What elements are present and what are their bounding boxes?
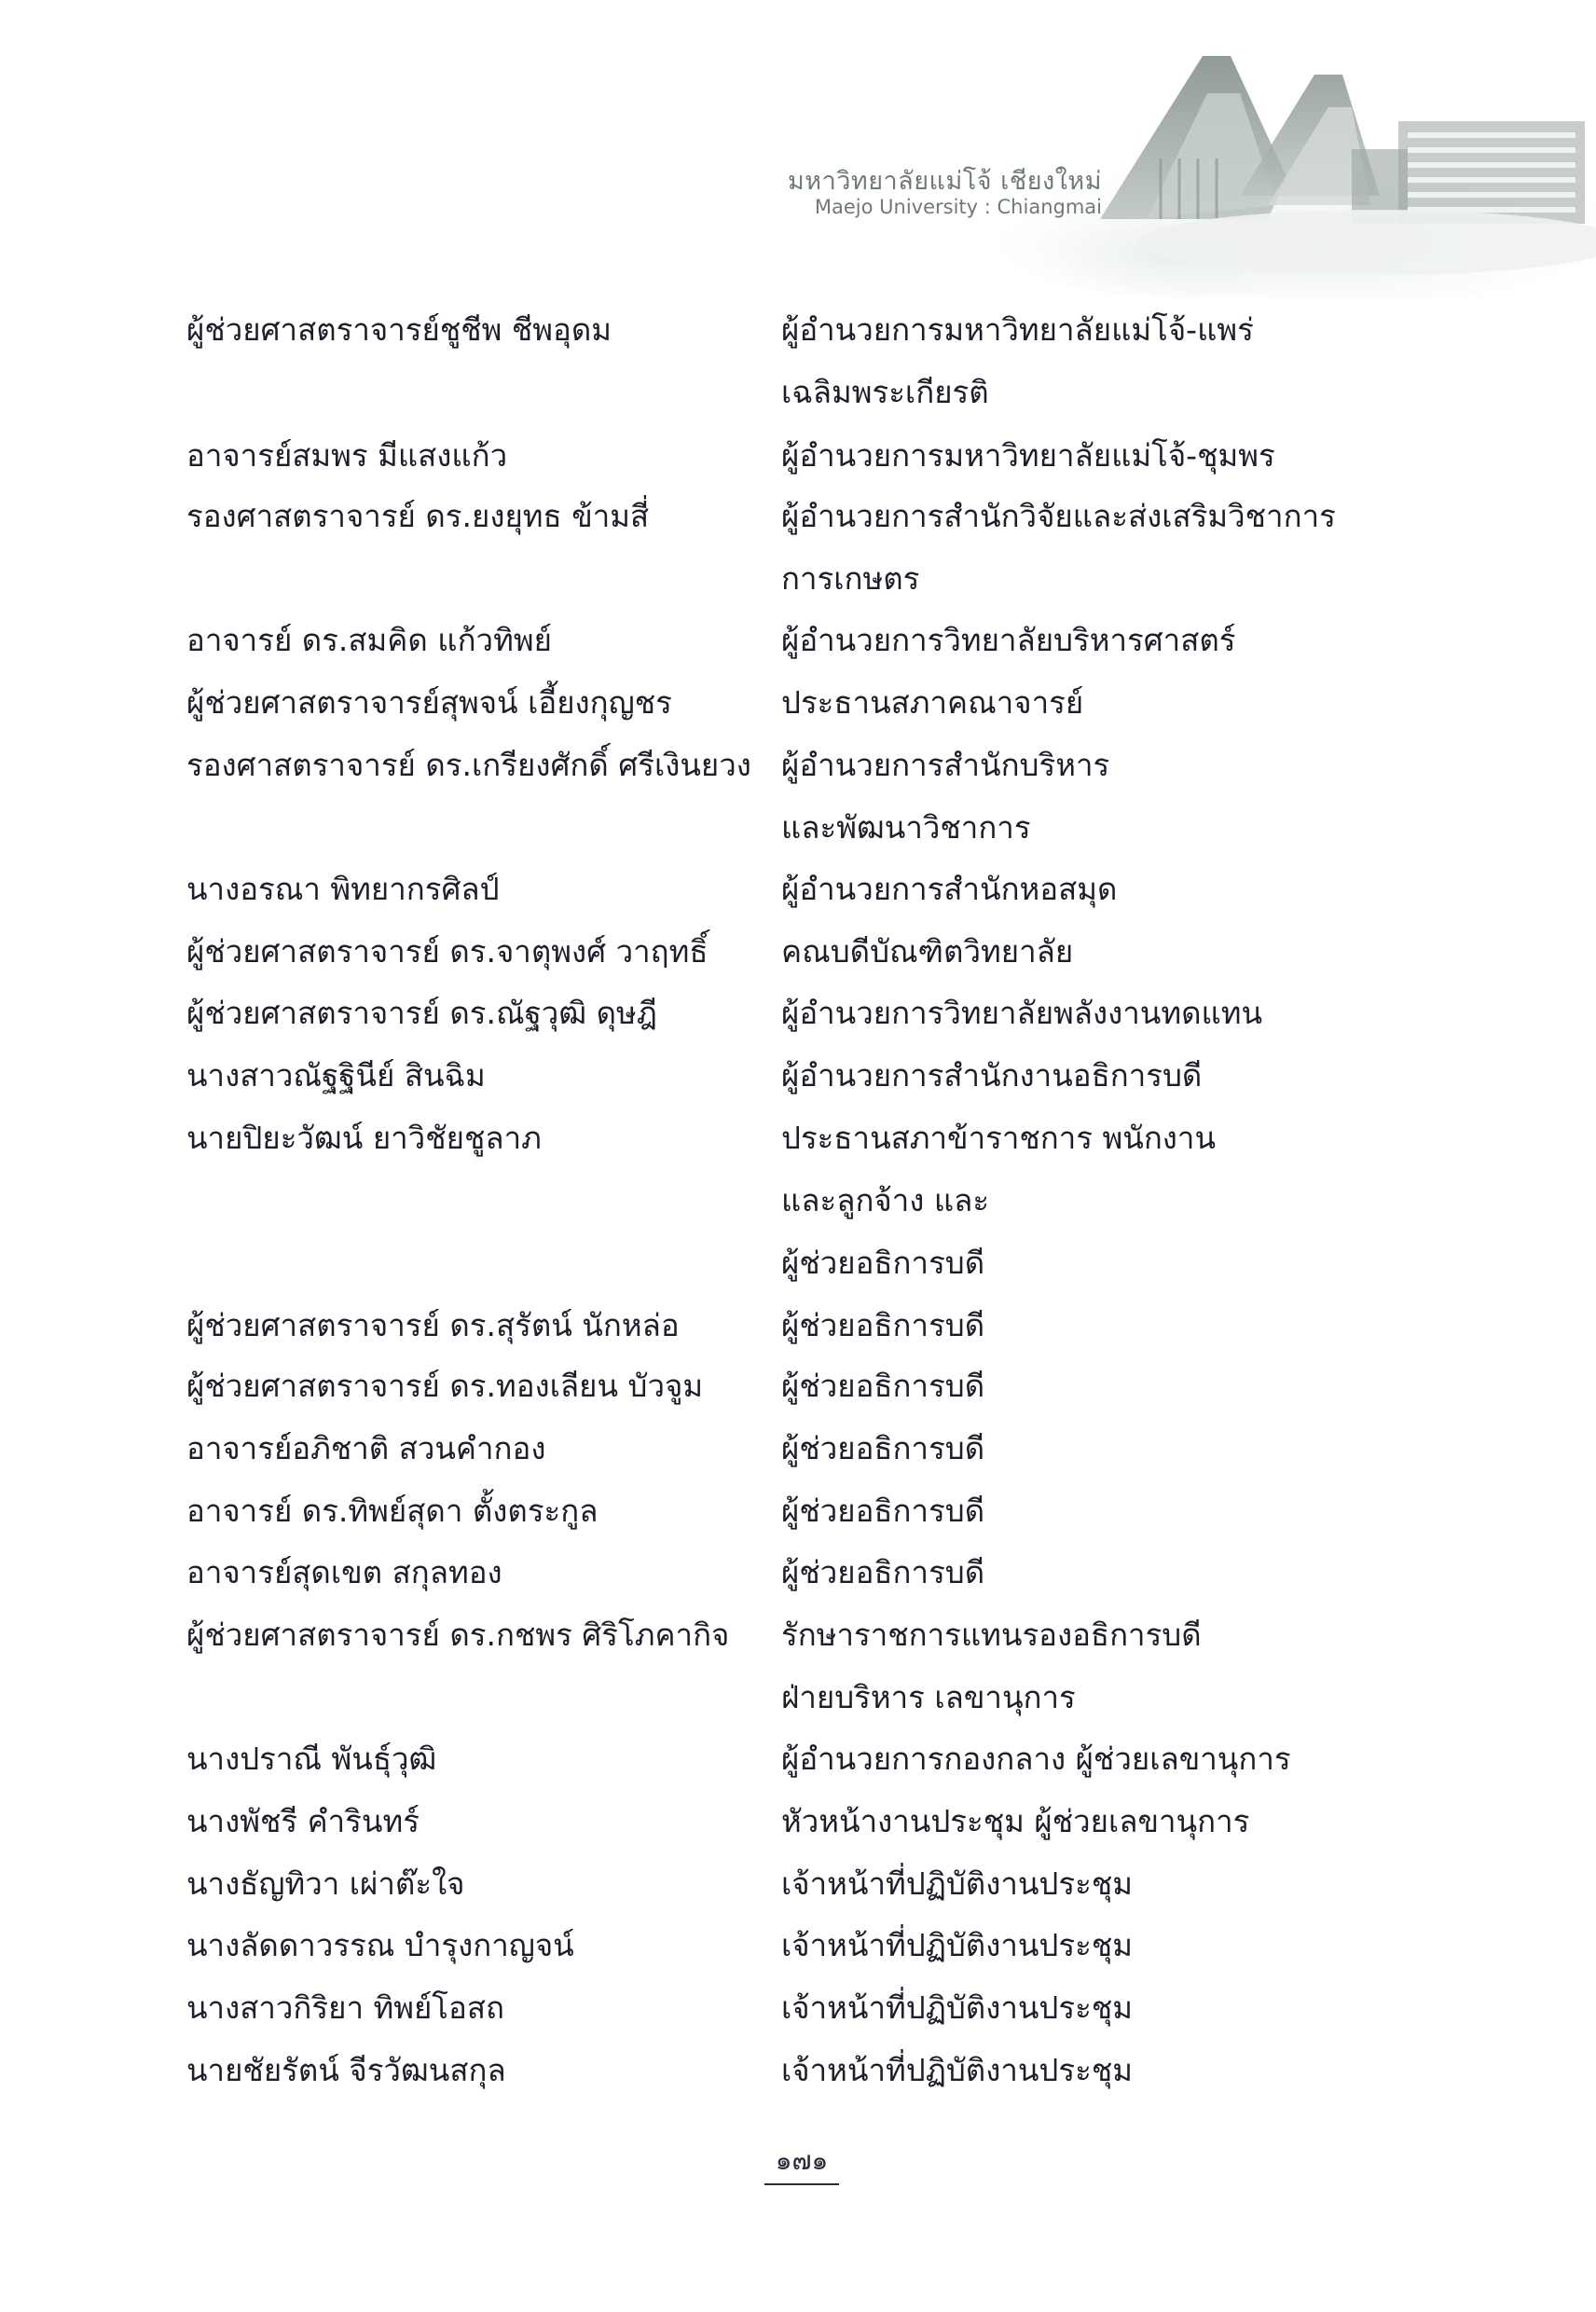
member-name: นายปิยะวัฒน์ ยาวิชัยชูลาภ <box>186 1120 542 1156</box>
role-line: ผู้อำนวยการสำนักหอสมุด <box>781 871 1118 907</box>
member-name: ผู้ช่วยศาสตราจารย์ ดร.จาตุพงศ์ วาฤทธิ์ <box>186 933 709 970</box>
member-name: นางอรณา พิทยากรศิลป์ <box>186 871 500 907</box>
role-line: ผู้อำนวยการสำนักวิจัยและส่งเสริมวิชาการ <box>781 498 1336 534</box>
role-line: ผู้ช่วยอธิการบดี <box>781 1245 985 1281</box>
member-role <box>781 1479 1546 1542</box>
role-line: เจ้าหน้าที่ปฏิบัติงานประชุม <box>781 1989 1133 2026</box>
role-line: ผู้ช่วยอธิการบดี <box>781 1430 985 1466</box>
role-line: ประธานสภาข้าราชการ พนักงาน <box>781 1120 1217 1156</box>
member-name: ผู้ช่วยศาสตราจารย์ ดร.ทองเลียน บัวจูม <box>186 1368 704 1404</box>
role-line: เจ้าหน้าที่ปฏิบัติงานประชุม <box>781 1865 1133 1902</box>
member-role <box>781 1417 1546 1479</box>
role-line: ผู้ช่วยอธิการบดี <box>781 1307 985 1343</box>
member-role <box>781 2039 1546 2101</box>
role-line: ผู้อำนวยการมหาวิทยาลัยแม่โจ้-ชุมพร <box>781 437 1275 474</box>
role-line: ผู้อำนวยการสำนักบริหาร <box>781 747 1110 783</box>
role-line: ประธานสภาคณาจารย์ <box>781 684 1084 721</box>
member-name: อาจารย์สมพร มีแสงแก้ว <box>186 437 508 474</box>
member-name: รองศาสตราจารย์ ดร.ยงยุทธ ข้ามสี่ <box>186 498 650 534</box>
member-role <box>781 920 1546 983</box>
member-name: ผู้ช่วยศาสตราจารย์ ดร.ณัฐวุฒิ ดุษฎี <box>186 995 657 1031</box>
member-name: ผู้ช่วยศาสตราจารย์ชูชีพ ชีพอุดม <box>186 311 612 348</box>
member-role <box>781 1914 1546 1976</box>
role-line: รักษาราชการแทนรองอธิการบดี <box>781 1617 1202 1653</box>
role-line: เจ้าหน้าที่ปฏิบัติงานประชุม <box>781 2052 1133 2088</box>
member-role <box>781 485 1546 610</box>
role-line: ผู้ช่วยอธิการบดี <box>781 1368 985 1404</box>
university-name-english: Maejo University : Chiangmai <box>814 196 1102 218</box>
role-line: ผู้อำนวยการมหาวิทยาลัยแม่โจ้-แพร่ <box>781 311 1254 348</box>
member-role <box>781 1355 1546 1417</box>
role-line: การเกษตร <box>781 560 920 597</box>
role-line: ผู้อำนวยการสำนักงานอธิการบดี <box>781 1057 1203 1094</box>
member-role <box>781 1790 1546 1852</box>
member-role <box>781 1541 1546 1603</box>
member-role <box>781 1976 1546 2039</box>
member-name: นางสาวณัฐฐินีย์ สินฉิม <box>186 1057 486 1094</box>
role-line: คณบดีบัณฑิตวิทยาลัย <box>781 933 1074 970</box>
page-number: ๑๗๑ <box>764 2140 839 2185</box>
member-role <box>781 1727 1546 1790</box>
role-line: เฉลิมพระเกียรติ <box>781 374 989 410</box>
role-line: ผู้อำนวยการกองกลาง ผู้ช่วยเลขานุการ <box>781 1741 1291 1777</box>
member-name: อาจารย์ ดร.สมคิด แก้วทิพย์ <box>186 622 552 658</box>
member-role <box>781 1044 1546 1107</box>
member-role <box>781 982 1546 1044</box>
member-role <box>781 1852 1546 1915</box>
member-name: อาจารย์ ดร.ทิพย์สุดา ตั้งตระกูล <box>186 1493 598 1529</box>
member-name: นางลัดดาวรรณ บำรุงกาญจน์ <box>186 1927 574 1963</box>
member-name: นายชัยรัตน์ จีรวัฒนสกุล <box>186 2052 506 2088</box>
role-line: และลูกจ้าง และ <box>781 1182 990 1218</box>
member-role <box>781 298 1546 423</box>
university-building-illustration <box>960 19 1596 298</box>
member-name: นางพัชรี คำรินทร์ <box>186 1803 420 1839</box>
member-role <box>781 424 1546 487</box>
member-name: ผู้ช่วยศาสตราจารย์สุพจน์ เอี้ยงกุญชร <box>186 684 672 721</box>
member-role <box>781 609 1546 671</box>
role-line: ผู้อำนวยการวิทยาลัยพลังงานทดแทน <box>781 995 1263 1031</box>
member-role <box>781 734 1546 859</box>
member-name: นางสาวกิริยา ทิพย์โอสถ <box>186 1989 504 2026</box>
role-line: หัวหน้างานประชุม ผู้ช่วยเลขานุการ <box>781 1803 1250 1839</box>
member-name: อาจารย์อภิชาติ สวนคำกอง <box>186 1430 546 1466</box>
role-line: เจ้าหน้าที่ปฏิบัติงานประชุม <box>781 1927 1133 1963</box>
member-name: นางธัญทิวา เผ่าต๊ะใจ <box>186 1865 465 1902</box>
role-line: ผู้ช่วยอธิการบดี <box>781 1493 985 1529</box>
member-name: นางปราณี พันธุ์วุฒิ <box>186 1741 437 1777</box>
role-line: ฝ่ายบริหาร เลขานุการ <box>781 1679 1076 1715</box>
member-name: ผู้ช่วยศาสตราจารย์ ดร.กชพร ศิริโภคากิจ <box>186 1617 730 1653</box>
role-line: ผู้อำนวยการวิทยาลัยบริหารศาสตร์ <box>781 622 1236 658</box>
member-role <box>781 1107 1546 1294</box>
member-name: รองศาสตราจารย์ ดร.เกรียงศักดิ์ ศรีเงินยวง <box>186 747 751 783</box>
member-name: ผู้ช่วยศาสตราจารย์ ดร.สุรัตน์ นักหล่อ <box>186 1307 680 1343</box>
member-role <box>781 1603 1546 1728</box>
member-role <box>781 1294 1546 1356</box>
member-name: อาจารย์สุดเขต สกุลทอง <box>186 1554 502 1590</box>
member-role <box>781 858 1546 920</box>
member-role <box>781 671 1546 734</box>
university-name-thai: มหาวิทยาลัยแม่โจ้ เชียงใหม่ <box>787 167 1102 196</box>
role-line: ผู้ช่วยอธิการบดี <box>781 1554 985 1590</box>
role-line: และพัฒนาวิชาการ <box>781 809 1031 846</box>
